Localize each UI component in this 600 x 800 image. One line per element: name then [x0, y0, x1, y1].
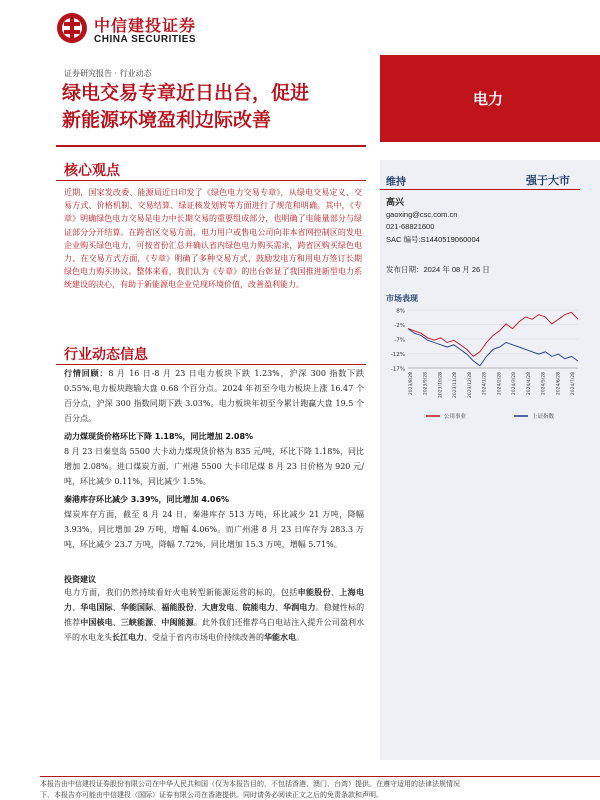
stock-name: 中闽能源 — [161, 618, 194, 627]
x-tick-label: 2023/11/28 — [453, 372, 459, 398]
market-review-lead: 行情回顾： — [64, 369, 109, 378]
separator: 、 — [153, 603, 162, 612]
x-tick-label: 2024/1/28 — [482, 372, 488, 396]
footer-divider — [40, 776, 600, 777]
market-performance-chart — [386, 304, 582, 424]
sector-label: 电力 — [472, 90, 503, 108]
analyst-sac-id: SAC 编号:S1440519060004 — [386, 235, 480, 244]
company-logo — [56, 10, 226, 50]
sidebar-panel — [380, 160, 600, 760]
logo-text-en: CHINA SECURITIES — [94, 34, 197, 45]
analyst-phone: 021-68821600 — [386, 222, 435, 231]
industry-info-heading: 行业动态信息 — [64, 347, 148, 363]
separator: 、 — [72, 603, 81, 612]
chart-svg — [386, 304, 582, 424]
series-line-sse-index — [408, 329, 578, 366]
x-tick-label: 2024/3/28 — [512, 372, 518, 396]
y-tick-label: -2% — [394, 323, 405, 329]
stock-name: 华润电力 — [283, 603, 316, 612]
stock-name: 华能国际 — [120, 603, 154, 612]
x-tick-label: 2024/4/28 — [526, 372, 532, 396]
advice-text: 、受益于省内市场电价持续改善的 — [144, 633, 264, 642]
x-tick-label: 2023/9/28 — [423, 372, 429, 396]
investment-advice-heading: 投资建议 — [64, 575, 96, 584]
header-divider — [56, 145, 366, 147]
y-tick-label: -7% — [394, 337, 405, 344]
y-tick-label: -12% — [390, 352, 405, 358]
separator: 、 — [330, 588, 340, 597]
x-tick-label: 2023/8/28 — [409, 372, 414, 396]
stock-name: 华能水电 — [264, 633, 296, 642]
analyst-email[interactable]: gaoxing@csc.com.cn — [386, 210, 458, 219]
report-type: 证券研究报告 · 行业动态 — [64, 69, 152, 78]
disclaimer-footer — [40, 779, 600, 800]
sector-banner — [380, 55, 600, 142]
separator: 、 — [153, 618, 162, 627]
stock-name: 皖能电力 — [242, 603, 276, 612]
stock-name: 福能股份 — [161, 603, 194, 612]
title-line-2: 新能源环境盈利边际改善 — [62, 109, 272, 131]
stock-name: 华电国际 — [80, 603, 113, 612]
separator: 。 — [296, 633, 304, 642]
rating-label: 维持 — [386, 177, 406, 188]
legend-label: 上证指数 — [532, 414, 555, 420]
stock-name: 三峡能源 — [120, 618, 154, 627]
separator: 、 — [193, 603, 202, 612]
publish-date-label: 发布日期： — [386, 265, 424, 274]
disclaimer-line-1: 本报告由中信建投证券股份有限公司在中华人民共和国（仅为本报告目的，不包括香港、澳门、台湾）提供。在遵守适用的法律法规情况 — [40, 780, 460, 788]
stock-name: 长江电力 — [112, 633, 144, 642]
advice-text: 。此外我们还推荐乌白电站注入提升公司盈利水平的水电龙头 — [64, 618, 365, 642]
advice-text: 。稳健性标的推荐 — [64, 603, 365, 627]
stock-name: 申能股份 — [297, 588, 331, 597]
rating-value: 强于大市 — [526, 174, 570, 187]
page-title — [62, 80, 372, 134]
title-line-1: 绿电交易专章近日出台，促进 — [62, 82, 310, 104]
market-review-text: 8 月 16 日-8 月 23 日电力板块下跌 1.23%，沪深 300 指数下跌 0.55%,电力板块跑输大盘 0.68 个百分点。2024 年初至今电力板块上涨 16.47 个百分点，沪深 300 指数同期下跌 3.03%。电力板块年初至今累计跑赢大盘 19.5 个百分点。 — [64, 369, 365, 423]
core-view-divider — [56, 180, 366, 181]
logo-mark-icon — [56, 12, 88, 44]
x-tick-label: 2023/10/28 — [438, 372, 444, 398]
advice-text-a: 电力方面，我们仍然持续看好火电转型新能源运营的标的，包括 — [64, 588, 298, 597]
publish-date — [386, 264, 490, 275]
rating-bar — [380, 170, 580, 190]
industry-info-divider — [56, 364, 366, 365]
x-tick-label: 2024/5/28 — [541, 372, 547, 396]
x-tick-label: 2024/2/28 — [497, 372, 503, 396]
stock-name: 上海电力 — [64, 588, 365, 612]
x-tick-label: 2024/6/28 — [556, 372, 562, 396]
inventory-heading: 秦港库存环比减少 3.39%，同比增加 4.06% — [64, 495, 230, 504]
y-tick-label: -17% — [390, 366, 405, 373]
analyst-name: 高兴 — [386, 197, 405, 207]
y-tick-label: 8% — [396, 308, 405, 315]
stock-name: 中国核电 — [80, 618, 113, 627]
market-review-paragraph — [64, 366, 364, 426]
investment-advice-paragraph — [64, 585, 364, 645]
x-tick-label: 2023/12/28 — [467, 372, 473, 398]
separator: 、 — [234, 603, 243, 612]
separator: 、 — [112, 618, 121, 627]
chart-title: 市场表现 — [386, 294, 418, 303]
inventory-paragraph: 煤炭库存方面，截至 8 月 24 日，秦港库存 513 万吨，环比减少 21 万吨，降幅 3.93%，同比增加 29 万吨，增幅 4.06%。而广州港 8 月 23 日库存为 283.3 万吨，环比减少 23.7 万吨，降幅 7.72%，同比增加 15.3 万吨，增幅 5.71%。 — [64, 510, 364, 549]
core-view-text: 近期，国家发改委、能源局近日印发了《绿色电力交易专章》，从绿电交易定义、交易方式、价格机制、交易结算、绿证核发划转等方面进行了规范和明确。其中，《专章》明确绿色电力交易是电力中长期交易的重要组成部分，也明确了电能量部分与绿证部分分开结算。在跨省区交易方面，电力用户或售电公司向非本省网控制区的发电企业购买绿色电力，可按省份汇总并确认省内绿色电力购买需求，跨省区购买绿色电力、在交易方式方面，《专章》明确了多种交易方式，鼓励发电方和用电方签订长期绿色电力购买协议。整体来看，我们认为《专章》的出台彰显了我国推进新型电力系统建设的决心，有助于新能源电企业兑现环境价值，改善盈利能力。 — [64, 188, 362, 290]
disclaimer-line-2: 下，本报告亦可能由中信建投（国际）证券有限公司在香港提供。同时请务必阅读正文之后的免责条款和声明。 — [40, 791, 383, 799]
legend-label: 公用事业 — [444, 414, 467, 420]
coal-price-paragraph: 8 月 23 日秦皇岛 5500 大卡动力煤现货价格为 835 元/吨，环比下降 1.18%，同比增加 2.08%。进口煤炭方面，广州港 5500 大卡印尼煤 8 月 23 日价格为 920 元/吨，环比减少 0.11%，同比减少 1.5%。 — [64, 447, 364, 486]
separator: 、 — [112, 603, 121, 612]
publish-date-value: 2024 年 08 月 26 日 — [423, 265, 490, 274]
stock-name: 大唐发电 — [201, 603, 235, 612]
core-view-heading: 核心观点 — [64, 163, 120, 179]
x-tick-label: 2024/7/28 — [571, 372, 576, 396]
logo-text-cn: 中信建投证券 — [94, 16, 197, 35]
separator: 、 — [275, 603, 284, 612]
coal-price-heading: 动力煤现货价格环比下降 1.18%，同比增加 2.08% — [64, 432, 254, 441]
